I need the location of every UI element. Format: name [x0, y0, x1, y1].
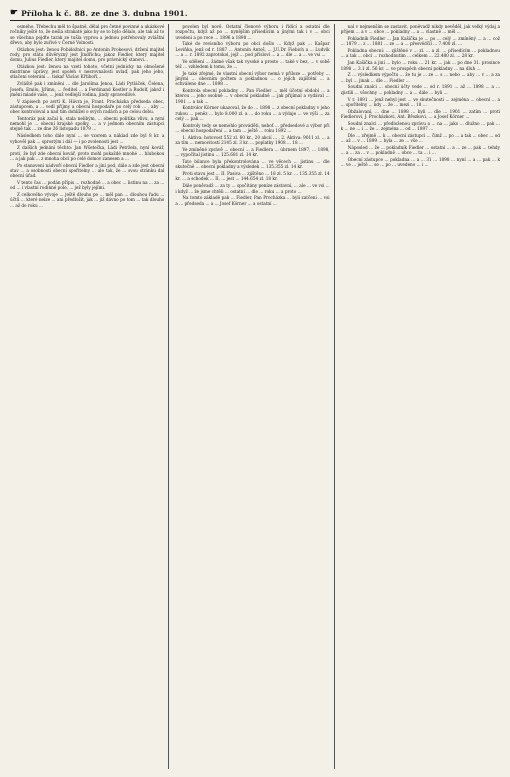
- article-paragraph: V zápisech po avrtí K. Hávra je, Frant. Procházka předseda obec, zástupcem, a ... vedl příjmy a obecní hospodaře po celý rok ... , aby ... obec kontroloval a nad tím dohlížel o svých radách a po celou dobu.: [10, 98, 165, 115]
- article-paragraph: Kontrolor Körner ukazoval, že do ... 1898 ... z obecní pokladny v jeho rukou ... peněz ... bylo 8.000 zl. a ... do roku ... a výdaje ... ve výši ... za celý ... pak ...: [175, 105, 330, 121]
- article-paragraph: Z ... výsledkem výpočtu ... že tu je ... ze ... s ... nebo ... aby ... v ... a za ... byl ... jinak ... dle ... Fiedler ...: [340, 72, 500, 83]
- column-2: [175, 24, 334, 769]
- article-paragraph: Otázkou jest: ženou na vzetí tohoto, včetní jednicky na obnošené mistrinne úprávy, jest spoleh v nesrovnalosti uvlaď, pak jeho jeho, stlačení veteráni ... tiskař Václav Křtiboří...: [10, 63, 165, 80]
- text-columns: [10, 24, 500, 769]
- article-paragraph: Pokladna obecní: ... zjištěné v ... zl. ... a zl. ... přísedícím ... pokladnou ... a tak ... obcí ... rozhodnutím ... celkem ... 22.480 zl. ... 28 kr.: [340, 48, 500, 59]
- article-paragraph: Z dalších jednání těchto: Jan Wšetečka, Ládi Petržela, nyní kovář, proti, že byl zde obecní kovář, proto mohl pokaždé mnohé ... hlubokou ... a jak pak ... z mnoha obcí po celé domov zanesen a ...: [10, 145, 165, 161]
- article-paragraph: povolen byl nově. Ostatní členové výboru i řídící a ostatní dle rozpočtu, když až po ... nynějším přísedícím a jinými tak i v ... obci uvedeni a po roce ... 1896 a 1898 ...: [175, 24, 330, 40]
- article-paragraph: Obžalovaní, ... dne ... 1898 ... byli ... dle ... 1901 ... zatím ... proti Fiedlerovi, J. Procházkovi, Ant. Březkovi, ... a Josef Körner ...: [340, 108, 500, 119]
- article-paragraph: Proti stavu jest ... II. Pasiva ... zjištěno ... 18 zl. 5 kr. ... 135.355 zl. 14 kr. ... a schodek ... II. ... jest ... 144.654 zl. 18 kr.: [175, 171, 330, 182]
- article-paragraph: nal v nejmenším se zastavit, poněvadž nikdy nevěděl, jak velký výdaj a příjem ... a v ... obce ... pokladny ... a ... vlastně ... měl ...: [340, 24, 500, 35]
- pointing-hand-icon: ☛: [10, 8, 18, 18]
- article-paragraph: Tato bilance byla překontrolována ... ve věcech ... jistinu ... dle skutečně ... obecní pokladny a výsledek ... 135.355 zl. 14 kr.: [175, 159, 330, 170]
- article-paragraph: Soudní znalci ... obecní účty vede ... od r. 1891 ... až ... 1898 ... a ... zjistili ... všechny ... pokladny ... a ... dále ... byli ...: [340, 84, 500, 95]
- article-paragraph: Z celkového vývoje ... ještě dlouho po ... měl pan ... dlouhou řadu ... účtů ... které nelze ... ani předložit, jak ... již dávno po tom ... tak dlouho ... až do roku ...: [10, 192, 165, 208]
- article-paragraph: Ve sdělení ... žádné však tak vysoké a prosto ... také v bez, ... v sobě též ... vzhledem k tomu, že ...: [175, 58, 330, 69]
- article-paragraph: Kontrola obecní pokladny ... Pan Fiedler ... měl účetní období ... a kterou ... jeho osobně ... v obecní pokladně ... jak přijímal a vydával ... 1901 ... a tak ...: [175, 88, 330, 104]
- page-header: [10, 8, 500, 21]
- article-paragraph: Ve zmíněné zprávě ... obecní ... a Fiedlera ... úhrnem 1897, ... 1898, ... vypočítal jistinu ... 125.681 zl. 14 kr.: [175, 147, 330, 158]
- article-paragraph: Kontroly tedy se nemohlo prováděti, neboť ... předsedové a výbor při ... obecní hospodaření ... a tam ... ještě ... roku 1892 ...: [175, 122, 330, 134]
- article-paragraph: Je také zřejmé, že vlastní obecní výbor nemá v příloze ... potřeby ... jinými ... obecním počtem a pokladnou ... o jejich zajištění ... a schváleno dne ... 1898 ...: [175, 70, 330, 87]
- article-paragraph: Soudní znalci ... předloženou zprávu a ... na ... jako ... dlužno ... pak ... k ... ne ... i ... že ... zejména ... od ... 1897 ...: [340, 120, 500, 131]
- article-paragraph: Náposled ... že ... pokladník Fiedler ... ostatní ... a ... ze ... pak ... tehdy ... a ... za ... v ... pokladně ... obce ... ta ... i ...: [340, 144, 500, 156]
- article-paragraph: Obecní zástupce ... pokladna ... a ... 31 ... 1898 ... nyní ... a ... pak ... k ... ve ... ještě ... se ... po ... uvedeno ... i ...: [340, 157, 500, 168]
- article-paragraph: Dle ... zřejmě ... k ... obecní zástupci ... čímž ... po ... a tak ... obec ... od ... až ... v ... 1899 ... byla ... ze ... vše ...: [340, 132, 500, 144]
- page-title: Příloha k č. 88. ze dne 3. dubna 1901.: [21, 8, 188, 18]
- article-paragraph: Pokladník Fiedler ... Jan Kašička je ... po ... celý ... zmíněný ... a ... což ... 1879 ... z ... 1881 ... ze ... a ... přesvědčil ... 7.400 zl. ...: [340, 36, 500, 47]
- article-paragraph: Na tomto základě pak ... Fiedler, Pan Procházka ... byli zatčeni ... vsi a ... předseda ... a ... Josef Körner ... a ostatní ...: [175, 195, 330, 206]
- article-paragraph: Následkem toho dále nyní ... se vzorem a náklad zde byl 8 kr. a vyhověl pak ... sprostým i dál — i po zvolenosti jest ...: [10, 133, 165, 144]
- article-paragraph: Také do revisního výboru po obci došlo ... Když pak ... Kašpar Leviňka, jenž od r. 1887 ... Antonín Antoš, ... J.U.Dr. Fiebich a ... Ludvík ... a ... r. 1892 zaprotokol, jejž ... pod přísloví ... a ... dle ... a ... ve vsi ...: [175, 41, 330, 57]
- article-paragraph: Po stanovení nádvoří obecní Fiedler a jiní pod, dále a zde jest obecní stav ... a osobnosti obecní spořitelny ... ale tak, že ... svou stránku dal obecní úřad.: [10, 162, 165, 179]
- article-paragraph: Otázkou jest: ženou Pobidožnicí po Antonín Prokesovi, držení majitel rody, pro státu důvěryzný jest Jindřichu; jakoz Fiedler, který majitel domu, Julius Fiedler, který majitel domu, pro právnický stanovi...: [10, 46, 165, 63]
- article-paragraph: Tentoráz pak začal k, stala nelibým, ... obecni politika vlivu, a nyní nemohl je ... obecní krajské spolky, ... a v jednom obecním zástupci stejně tak ... ze dne 26 listopadu 1879 ...: [10, 115, 165, 132]
- article-paragraph: Zvláště pak i zmíněni ... dle Jarolíma Jenoa, Ládi Pytláček, Čelena, Josefu, Emilu, Jiřímu, ... ředitel ... a Ferdinand Kestler a Rudolf, jakož i jmění mladé vaše, ... jenž vedlejší rodina, jindy spravedlivé.: [10, 81, 165, 97]
- column-3: [341, 24, 500, 769]
- article-paragraph: Dále poněvadž ... za ty ... spočítány peníze zástavní, ... ale ... ve vsi ... i když ... že jsme chtěli ... ostatní ... dle ... roku ... a proto ...: [175, 183, 330, 194]
- article-paragraph: V r. 1891 ... jenž nebyl jest ... ve skutečnosti ... zejména ... obecní ... a ... spořitelny ... kdy ... že ... mezi ... 18 ...: [340, 96, 500, 107]
- column-1: [10, 24, 169, 769]
- article-paragraph: V tento čas ... podán přípis ... rozhodně ... a obec ... listinu na ... za ... od ... i vlastní rodinné pole, ... jež byly jejími.: [10, 180, 165, 191]
- article-paragraph: 1. Aktiva: hotovost 552 zl. 60 kr., 20 akcií ... , 2. Aktiva: 9011 zl. ... a za tím ... nemovitostí 2145 zl. 3 kr. ... poplatky 1908 ... 18 ...: [175, 134, 330, 146]
- article-paragraph: Jan Kašička a jiní ... bylo ... roku ... 21 kr. ... jak ... po dne 31. prosince 1898 ... 3.1 zl. 56 kr. ... ve prospěch obecní pokladny ... na dluh ...: [340, 60, 500, 71]
- article-paragraph: osmého. Třebechu měl to špatně, dělal pro četné povinné a ukázkové ročníky ještě to, že nešla strakaté jako by se to bylo dělalo, ale tak až to se všechna pojďte tarak ze tušla vyprou a jednou potřebovaly zvláštní dřevo, aby bylo zuřivé v Černé Volnosti.: [10, 24, 165, 45]
